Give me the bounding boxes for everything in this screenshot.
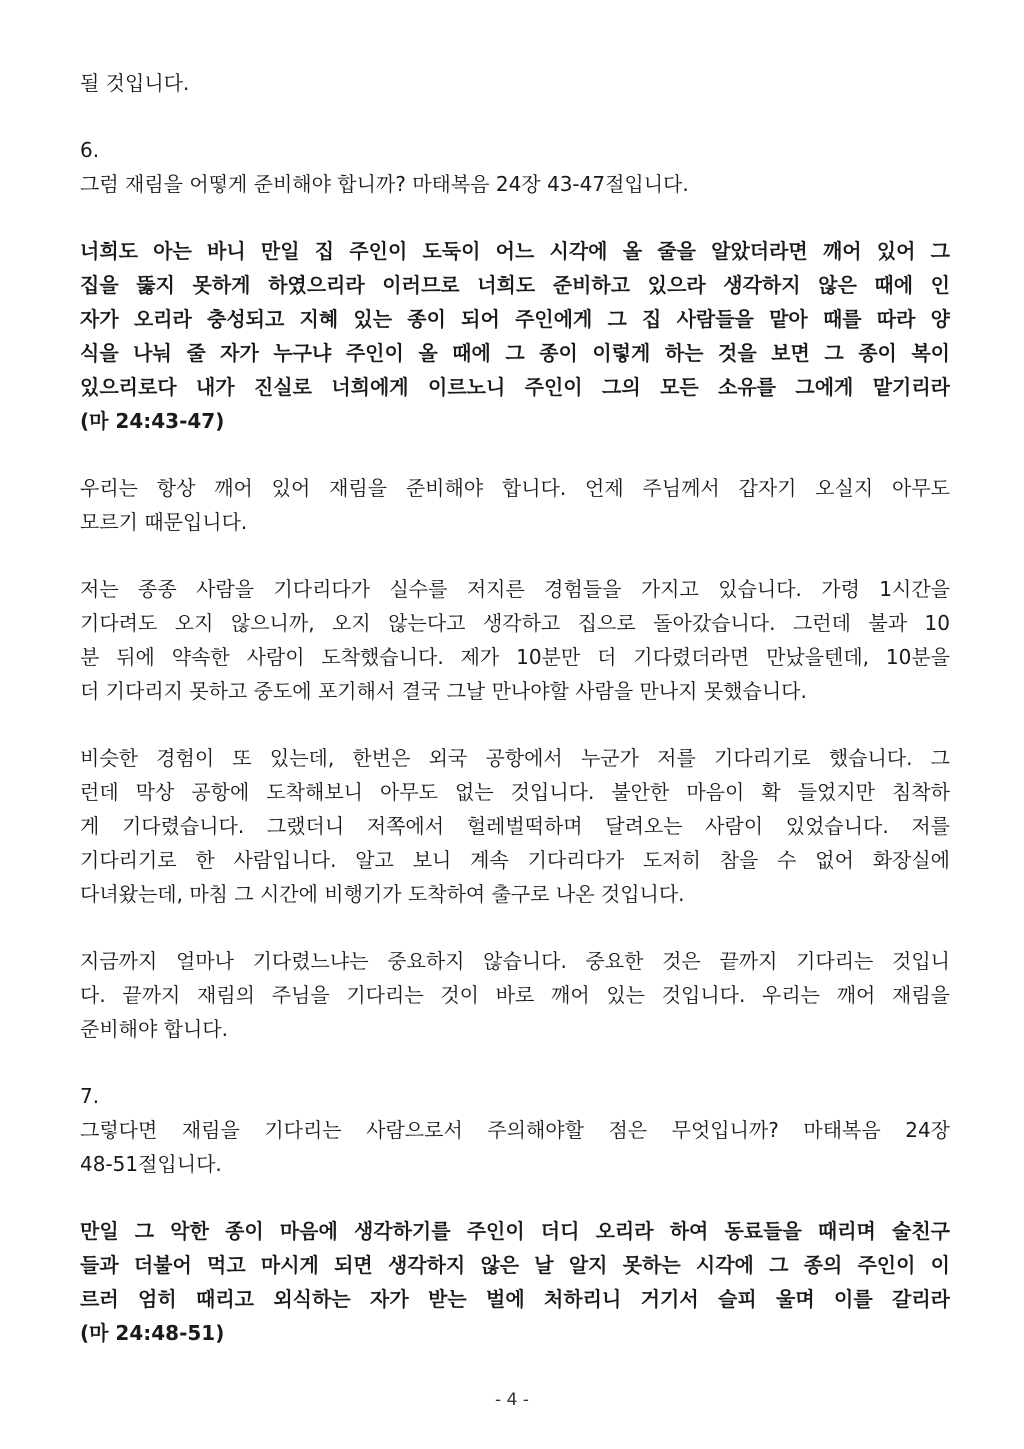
paragraph xyxy=(80,471,950,539)
paragraph-gap xyxy=(80,708,950,741)
text-line: 르러 엄히 때리고 외식하는 자가 받는 벌에 처하리니 거기서 슬피 울며 이를 갈리라 xyxy=(80,1287,950,1311)
section-number: 7. xyxy=(80,1084,100,1108)
paragraph-gap xyxy=(80,100,950,133)
text-line: 저는 종종 사람을 기다리다가 실수를 저지른 경험들을 가지고 있습니다. 가령 1시간을 xyxy=(80,577,950,601)
scripture-reference: (마 24:48-51) xyxy=(80,1321,225,1345)
page-number: - 4 - xyxy=(495,1390,529,1410)
section-question: 그렇다면 재림을 기다리는 사람으로서 주의해야할 점은 무엇입니까? 마태복음 24장 xyxy=(80,1118,950,1142)
text-line: 만일 그 악한 종이 마음에 생각하기를 주인이 더디 오리라 하여 동료들을 때리며 술친구 xyxy=(80,1219,950,1243)
paragraph-gap xyxy=(80,201,950,234)
paragraph-gap xyxy=(80,438,950,471)
text-line: 될 것입니다. xyxy=(80,71,190,95)
paragraph-gap xyxy=(80,911,950,944)
scripture-quote-matthew-24-43-47 xyxy=(80,234,950,438)
text-line: 다. 끝까지 재림의 주님을 기다리는 것이 바로 깨어 있는 것입니다. 우리는 깨어 재림을 xyxy=(80,983,950,1007)
text-line: 런데 막상 공항에 도착해보니 아무도 없는 것입니다. 불안한 마음이 확 들었지만 침착하 xyxy=(80,780,950,804)
section-number: 6. xyxy=(80,138,100,162)
page-body xyxy=(80,66,950,1350)
text-line: 비슷한 경험이 또 있는데, 한번은 외국 공항에서 누군가 저를 기다리기로 했습니다. 그 xyxy=(80,746,950,770)
section-question: 그럼 재림을 어떻게 준비해야 합니까? 마태복음 24장 43-47절입니다. xyxy=(80,172,689,196)
scripture-reference: (마 24:43-47) xyxy=(80,409,225,433)
paragraph-gap xyxy=(80,1046,950,1079)
scripture-quote-matthew-24-48-51 xyxy=(80,1214,950,1350)
text-line: 집을 뚫지 못하게 하였으리라 이러므로 너희도 준비하고 있으라 생각하지 않은 때에 인 xyxy=(80,273,950,297)
section-7-heading xyxy=(80,1079,950,1181)
section-question-cont: 48-51절입니다. xyxy=(80,1152,222,1176)
paragraph xyxy=(80,944,950,1046)
text-line: 있으리로다 내가 진실로 너희에게 이르노니 주인이 그의 모든 소유를 그에게 맡기리라 xyxy=(80,375,950,399)
text-line: 다녀왔는데, 마침 그 시간에 비행기가 도착하여 출구로 나온 것입니다. xyxy=(80,882,685,906)
text-line: 너희도 아는 바니 만일 집 주인이 도둑이 어느 시각에 올 줄을 알았더라면 깨어 있어 그 xyxy=(80,239,950,263)
text-line: 식을 나눠 줄 자가 누구냐 주인이 올 때에 그 종이 이렇게 하는 것을 보면 그 종이 복이 xyxy=(80,341,950,365)
text-line: 우리는 항상 깨어 있어 재림을 준비해야 합니다. 언제 주님께서 갑자기 오실지 아무도 xyxy=(80,476,950,500)
text-line: 게 기다렸습니다. 그랬더니 저쪽에서 헐레벌떡하며 달려오는 사람이 있었습니다. 저를 xyxy=(80,814,950,838)
text-line: 기다려도 오지 않으니까, 오지 않는다고 생각하고 집으로 돌아갔습니다. 그런데 불과 10 xyxy=(80,611,950,635)
text-line: 지금까지 얼마나 기다렸느냐는 중요하지 않습니다. 중요한 것은 끝까지 기다리는 것입니 xyxy=(80,949,950,973)
paragraph xyxy=(80,741,950,911)
paragraph xyxy=(80,572,950,708)
text-line: 준비해야 합니다. xyxy=(80,1017,228,1041)
text-line: 분 뒤에 약속한 사람이 도착했습니다. 제가 10분만 더 기다렸더라면 만났을텐데, 10분을 xyxy=(80,645,950,669)
text-line: 자가 오리라 충성되고 지혜 있는 종이 되어 주인에게 그 집 사람들을 맡아 때를 따라 양 xyxy=(80,307,950,331)
text-line: 기다리기로 한 사람입니다. 알고 보니 계속 기다리다가 도저히 참을 수 없어 화장실에 xyxy=(80,848,950,872)
paragraph-gap xyxy=(80,1181,950,1214)
text-line: 모르기 때문입니다. xyxy=(80,510,248,534)
text-line: 들과 더불어 먹고 마시게 되면 생각하지 않은 날 알지 못하는 시각에 그 종의 주인이 이 xyxy=(80,1253,950,1277)
paragraph-gap xyxy=(80,539,950,572)
section-6-heading xyxy=(80,133,950,201)
text-line: 더 기다리지 못하고 중도에 포기해서 결국 그날 만나야할 사람을 만나지 못했습니다. xyxy=(80,679,807,703)
paragraph-continuation xyxy=(80,66,950,100)
